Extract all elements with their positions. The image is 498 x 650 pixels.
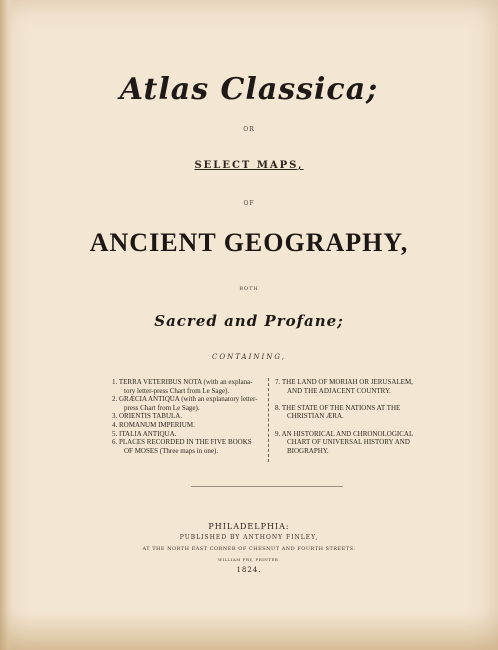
subtitle: SELECT MAPS, bbox=[194, 160, 304, 171]
contents-right-column bbox=[275, 378, 425, 455]
contents-line: OF MOSES (Three maps in one). bbox=[124, 446, 219, 455]
contents-line: 2. GRÆCIA ANTIQUA (with an explanatory letter- bbox=[112, 395, 258, 404]
contents-line: tory letter-press Chart from Le Sage). bbox=[124, 386, 230, 395]
contents-line: 9. AN HISTORICAL AND CHRONOLOGICAL bbox=[275, 429, 414, 438]
book-title: Atlas Classica; bbox=[119, 72, 379, 107]
contents-line: 8. THE STATE OF THE NATIONS AT THE bbox=[275, 403, 401, 412]
imprint-address: AT THE NORTH EAST CORNER OF CHESNUT AND FOURTH STREETS. bbox=[142, 546, 356, 552]
imprint-year: 1824. bbox=[236, 566, 262, 574]
contents-left-column bbox=[112, 378, 270, 455]
imprint-printer: WILLIAM FRY, PRINTER. bbox=[217, 557, 281, 562]
both-connector: BOTH bbox=[239, 286, 259, 292]
or-connector: OR bbox=[243, 126, 255, 133]
contents-line: 7. THE LAND OF MORIAH OR JERUSALEM, bbox=[275, 378, 413, 386]
horizontal-rule bbox=[191, 486, 343, 487]
contents-line: 5. ITALIA ANTIQUA. bbox=[112, 429, 177, 438]
paper-stain bbox=[0, 610, 498, 650]
imprint-publisher: PUBLISHED BY ANTHONY FINLEY, bbox=[179, 534, 319, 541]
contents-line: AND THE ADJACENT COUNTRY. bbox=[287, 386, 391, 395]
contents-line: 4. ROMANUM IMPERIUM. bbox=[112, 420, 195, 429]
contents-line: 6. PLACES RECORDED IN THE FIVE BOOKS bbox=[112, 438, 252, 447]
contents-line: 3. ORIENTIS TABULA. bbox=[112, 412, 183, 421]
column-divider bbox=[268, 378, 269, 462]
main-heading: ANCIENT GEOGRAPHY, bbox=[89, 228, 409, 257]
contents-line: CHRISTIAN ÆRA. bbox=[287, 412, 344, 421]
containing-label: CONTAINING, bbox=[212, 353, 286, 361]
imprint-place: PHILADELPHIA: bbox=[208, 522, 290, 531]
contents-line: 1. TERRA VETERIBUS NOTA (with an explana- bbox=[112, 378, 253, 386]
contents-line: CHART OF UNIVERSAL HISTORY AND bbox=[287, 438, 410, 447]
contents-spacer bbox=[275, 395, 425, 404]
of-connector: OF bbox=[243, 200, 255, 207]
contents-spacer bbox=[275, 421, 425, 430]
contents-line: press Chart from Le Sage). bbox=[124, 403, 200, 412]
sacred-profane-line: Sacred and Profane; bbox=[154, 312, 344, 330]
contents-line: BIOGRAPHY. bbox=[287, 446, 329, 455]
